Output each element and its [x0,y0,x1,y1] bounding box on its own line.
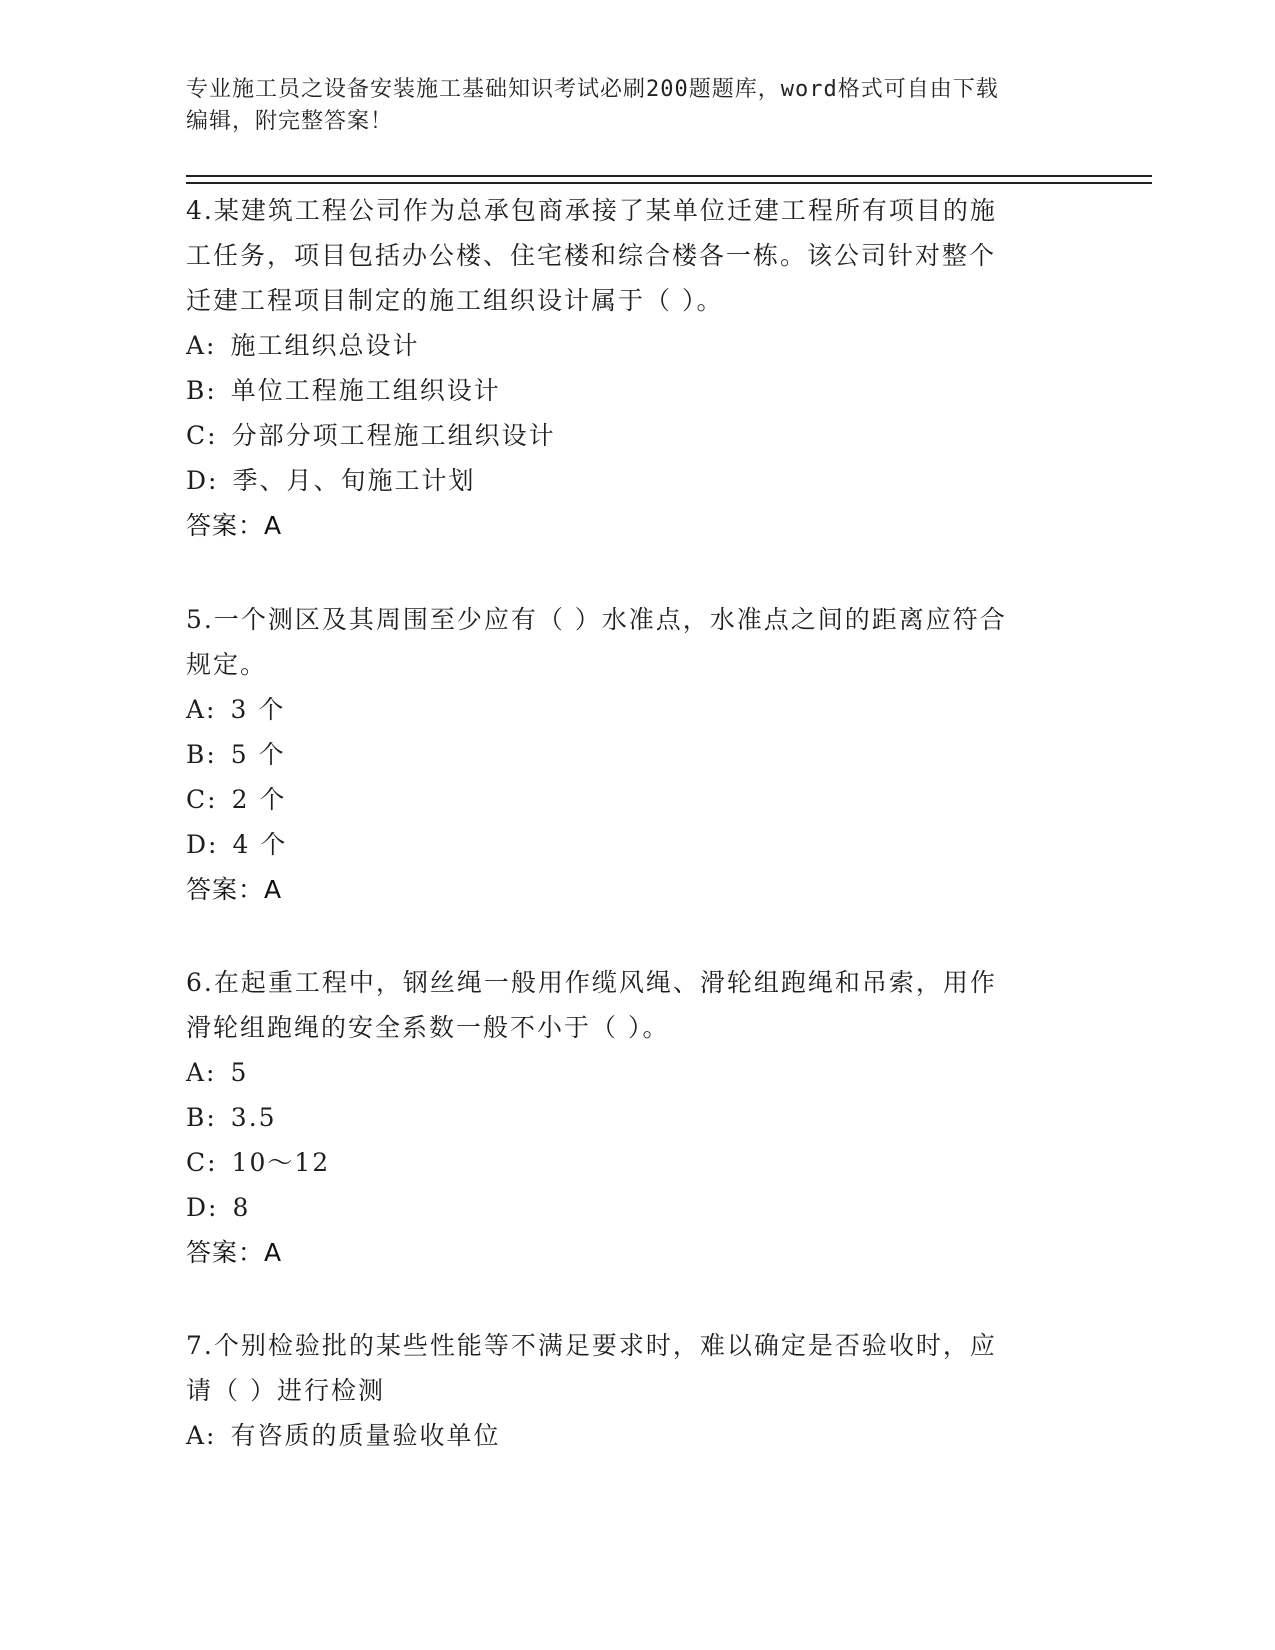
option-text: 8 [232,1193,251,1222]
option-key: D: [186,466,219,495]
document-header [186,74,1066,138]
option-key: C: [186,785,218,814]
answer-line: 答案：A [186,1238,283,1267]
option-key: A: [186,695,217,724]
option-text: 5 个 [230,740,286,769]
option-c [186,1140,1086,1185]
answer-line: 答案：A [186,875,283,904]
option-key: C: [186,1148,218,1177]
question-stem-line: 迁建工程项目制定的施工组织设计属于（ ）。 [186,286,724,315]
option-text: 季、月、旬施工计划 [232,466,476,495]
header-divider-top [186,175,1152,177]
option-text: 有咨质的质量验收单位 [230,1421,501,1450]
option-c [186,413,1086,458]
option-a [186,1050,1086,1095]
question-stem-line: 7.个别检验批的某些性能等不满足要求时，难以确定是否验收时，应 [186,1331,997,1360]
option-key: D: [186,1193,219,1222]
option-text: 2 个 [231,785,287,814]
option-c [186,777,1086,822]
question-5 [186,597,1086,912]
question-stem-line: 4.某建筑工程公司作为总承包商承接了某单位迁建工程所有项目的施 [186,196,997,225]
question-stem-line: 5.一个测区及其周围至少应有（ ）水准点，水准点之间的距离应符合 [186,605,1007,634]
option-d [186,822,1086,867]
option-text: 单位工程施工组织设计 [230,376,501,405]
option-text: 4 个 [232,830,288,859]
question-stem-line: 请（ ）进行检测 [186,1376,385,1405]
option-key: C: [186,421,218,450]
option-d [186,458,1086,503]
option-text: 施工组织总设计 [230,331,420,360]
option-b [186,732,1086,777]
header-line-2: 编辑，附完整答案！ [186,109,394,134]
option-d [186,1185,1086,1230]
option-text: 3 个 [230,695,286,724]
option-key: D: [186,830,219,859]
option-a [186,323,1086,368]
option-key: A: [186,1421,217,1450]
header-divider-bottom [186,182,1152,184]
option-key: B: [186,1103,217,1132]
question-stem-line: 6.在起重工程中，钢丝绳一般用作缆风绳、滑轮组跑绳和吊索，用作 [186,968,997,997]
option-text: 分部分项工程施工组织设计 [231,421,556,450]
question-4 [186,188,1086,548]
question-stem-line: 规定。 [186,650,268,679]
option-a [186,1413,1086,1458]
header-line-1: 专业施工员之设备安装施工基础知识考试必刷200题题库，word格式可自由下载 [186,77,999,102]
option-key: A: [186,331,217,360]
question-6 [186,960,1086,1275]
option-text: 10～12 [231,1148,331,1177]
answer-line: 答案：A [186,511,283,540]
option-text: 5 [230,1058,249,1087]
option-b [186,1095,1086,1140]
question-stem-line: 滑轮组跑绳的安全系数一般不小于（ ）。 [186,1013,670,1042]
option-key: B: [186,740,217,769]
option-key: B: [186,376,217,405]
option-a [186,687,1086,732]
option-b [186,368,1086,413]
question-7 [186,1323,1086,1458]
question-stem-line: 工任务，项目包括办公楼、住宅楼和综合楼各一栋。该公司针对整个 [186,241,997,270]
option-text: 3.5 [230,1103,277,1132]
option-key: A: [186,1058,217,1087]
